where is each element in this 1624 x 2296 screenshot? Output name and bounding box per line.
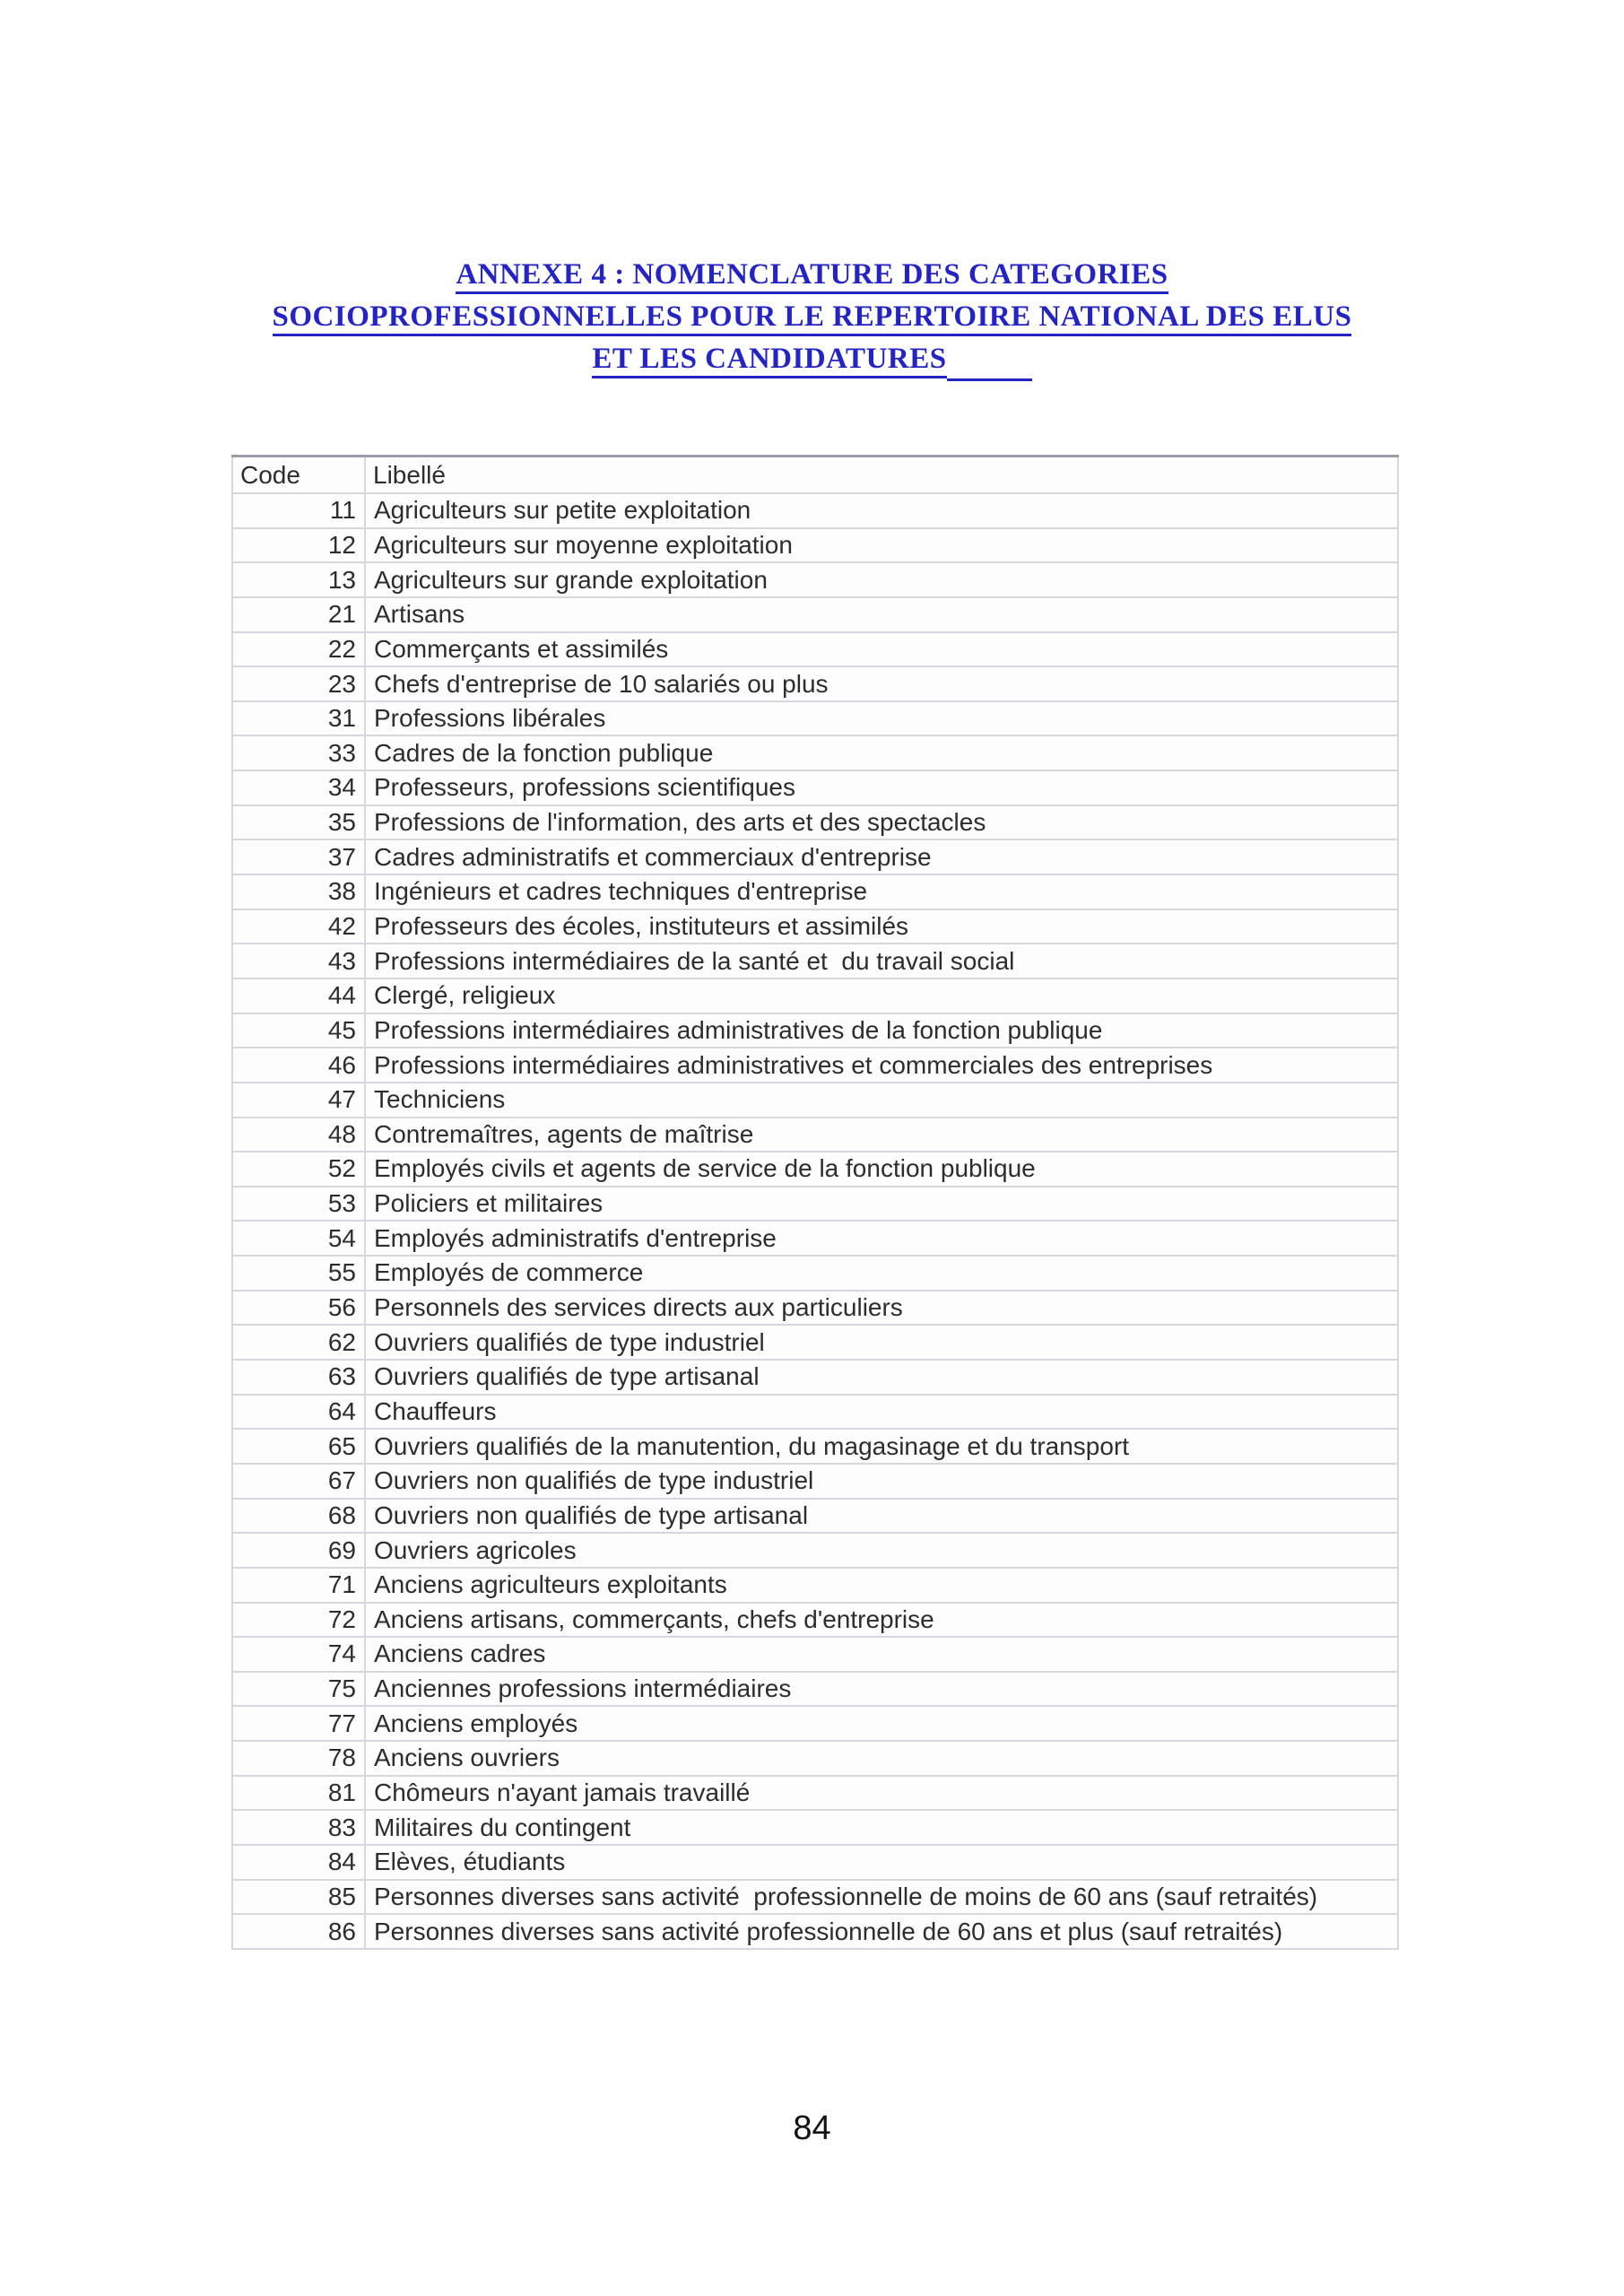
code-cell: 56 [232, 1291, 365, 1326]
libelle-cell: Personnes diverses sans activité professionnelle de moins de 60 ans (sauf retraités) [365, 1880, 1398, 1915]
title-underline-extension [947, 349, 1032, 381]
libelle-cell: Ouvriers agricoles [365, 1533, 1398, 1568]
annexe-title-line-2 [0, 296, 1624, 338]
page-number: 84 [793, 2109, 831, 2147]
table-row [232, 1048, 1398, 1083]
libelle-cell: Ouvriers qualifiés de type artisanal [365, 1360, 1398, 1395]
table-row [232, 1429, 1398, 1464]
table-row [232, 1360, 1398, 1395]
table-row [232, 666, 1398, 701]
table-row [232, 528, 1398, 563]
annexe-title-line-3 [0, 338, 1624, 381]
table-body [232, 493, 1398, 1949]
libelle-cell: Anciens employés [365, 1706, 1398, 1741]
code-cell: 23 [232, 666, 365, 701]
code-cell: 54 [232, 1221, 365, 1256]
table-row [232, 1291, 1398, 1326]
table-row [232, 1672, 1398, 1707]
table-row [232, 1464, 1398, 1499]
code-cell: 75 [232, 1672, 365, 1707]
table-row [232, 1914, 1398, 1949]
table-row [232, 944, 1398, 978]
code-cell: 12 [232, 528, 365, 563]
table-row [232, 978, 1398, 1013]
table-row [232, 1603, 1398, 1638]
libelle-cell: Ouvriers non qualifiés de type artisanal [365, 1499, 1398, 1534]
code-cell: 81 [232, 1776, 365, 1811]
table-row [232, 1395, 1398, 1430]
table-row [232, 839, 1398, 874]
libelle-cell: Professions intermédiaires administratives de la fonction publique [365, 1013, 1398, 1048]
libelle-cell: Artisans [365, 597, 1398, 632]
code-cell: 37 [232, 839, 365, 874]
libelle-cell: Cadres de la fonction publique [365, 735, 1398, 770]
code-cell: 35 [232, 805, 365, 840]
code-cell: 77 [232, 1706, 365, 1741]
table-row [232, 1706, 1398, 1741]
libelle-cell: Ouvriers qualifiés de la manutention, du magasinage et du transport [365, 1429, 1398, 1464]
code-cell: 65 [232, 1429, 365, 1464]
table-row [232, 1845, 1398, 1880]
table-header [232, 457, 1398, 494]
table-row [232, 1810, 1398, 1845]
code-cell: 62 [232, 1325, 365, 1360]
libelle-cell: Anciens ouvriers [365, 1741, 1398, 1776]
code-cell: 85 [232, 1880, 365, 1915]
table-row [232, 770, 1398, 805]
table-row [232, 1325, 1398, 1360]
libelle-cell: Ingénieurs et cadres techniques d'entreprise [365, 874, 1398, 909]
code-cell: 68 [232, 1499, 365, 1534]
table-row [232, 1776, 1398, 1811]
code-cell: 52 [232, 1152, 365, 1187]
code-cell: 67 [232, 1464, 365, 1499]
table-row [232, 1013, 1398, 1048]
table-row [232, 493, 1398, 528]
libelle-cell: Agriculteurs sur petite exploitation [365, 493, 1398, 528]
libelle-cell: Professions libérales [365, 701, 1398, 736]
table-row [232, 632, 1398, 667]
code-cell: 43 [232, 944, 365, 978]
libelle-cell: Professions intermédiaires administratives et commerciales des entreprises [365, 1048, 1398, 1083]
code-cell: 11 [232, 493, 365, 528]
libelle-cell: Militaires du contingent [365, 1810, 1398, 1845]
libelle-cell: Anciens cadres [365, 1637, 1398, 1672]
code-cell: 72 [232, 1603, 365, 1638]
column-header-libelle: Libellé [365, 457, 1398, 494]
code-cell: 33 [232, 735, 365, 770]
code-cell: 13 [232, 562, 365, 597]
annexe-title-line-1 [0, 254, 1624, 296]
libelle-cell: Commerçants et assimilés [365, 632, 1398, 667]
libelle-cell: Clergé, religieux [365, 978, 1398, 1013]
libelle-cell: Cadres administratifs et commerciaux d'entreprise [365, 839, 1398, 874]
annexe-title [0, 254, 1624, 381]
code-cell: 78 [232, 1741, 365, 1776]
code-cell: 63 [232, 1360, 365, 1395]
table-row [232, 1499, 1398, 1534]
libelle-cell: Elèves, étudiants [365, 1845, 1398, 1880]
libelle-cell: Anciens agriculteurs exploitants [365, 1568, 1398, 1603]
code-cell: 31 [232, 701, 365, 736]
code-cell: 34 [232, 770, 365, 805]
libelle-cell: Anciens artisans, commerçants, chefs d'entreprise [365, 1603, 1398, 1638]
libelle-cell: Employés civils et agents de service de la fonction publique [365, 1152, 1398, 1187]
libelle-cell: Professions de l'information, des arts et des spectacles [365, 805, 1398, 840]
table-row [232, 562, 1398, 597]
table-row [232, 909, 1398, 944]
table-row [232, 1568, 1398, 1603]
categories-table [231, 455, 1399, 1950]
libelle-cell: Chefs d'entreprise de 10 salariés ou plus [365, 666, 1398, 701]
header-row [232, 457, 1398, 494]
code-cell: 69 [232, 1533, 365, 1568]
table-row [232, 701, 1398, 736]
code-cell: 47 [232, 1083, 365, 1118]
code-cell: 74 [232, 1637, 365, 1672]
libelle-cell: Policiers et militaires [365, 1187, 1398, 1222]
code-cell: 48 [232, 1118, 365, 1152]
table-row [232, 874, 1398, 909]
table-row [232, 1741, 1398, 1776]
table-row [232, 1118, 1398, 1152]
table-row [232, 805, 1398, 840]
table-row [232, 1187, 1398, 1222]
libelle-cell: Personnels des services directs aux particuliers [365, 1291, 1398, 1326]
table-row [232, 597, 1398, 632]
libelle-cell: Agriculteurs sur grande exploitation [365, 562, 1398, 597]
libelle-cell: Professeurs des écoles, instituteurs et assimilés [365, 909, 1398, 944]
libelle-cell: Ouvriers non qualifiés de type industriel [365, 1464, 1398, 1499]
code-cell: 38 [232, 874, 365, 909]
libelle-cell: Professions intermédiaires de la santé et du travail social [365, 944, 1398, 978]
annexe-title-line-2-text: SOCIOPROFESSIONNELLES POUR LE REPERTOIRE NATIONAL DES ELUS [273, 300, 1352, 336]
code-cell: 71 [232, 1568, 365, 1603]
libelle-cell: Techniciens [365, 1083, 1398, 1118]
libelle-cell: Agriculteurs sur moyenne exploitation [365, 528, 1398, 563]
code-cell: 84 [232, 1845, 365, 1880]
code-cell: 53 [232, 1187, 365, 1222]
libelle-cell: Professeurs, professions scientifiques [365, 770, 1398, 805]
code-cell: 44 [232, 978, 365, 1013]
libelle-cell: Contremaîtres, agents de maîtrise [365, 1118, 1398, 1152]
code-cell: 46 [232, 1048, 365, 1083]
annexe-title-line-3-text: ET LES CANDIDATURES [592, 343, 946, 378]
libelle-cell: Anciennes professions intermédiaires [365, 1672, 1398, 1707]
libelle-cell: Employés administratifs d'entreprise [365, 1221, 1398, 1256]
table-row [232, 1083, 1398, 1118]
libelle-cell: Chauffeurs [365, 1395, 1398, 1430]
code-cell: 64 [232, 1395, 365, 1430]
table-row [232, 1152, 1398, 1187]
code-cell: 22 [232, 632, 365, 667]
libelle-cell: Chômeurs n'ayant jamais travaillé [365, 1776, 1398, 1811]
table-row [232, 735, 1398, 770]
table-row [232, 1533, 1398, 1568]
table-row [232, 1221, 1398, 1256]
annexe-title-line-1-text: ANNEXE 4 : NOMENCLATURE DES CATEGORIES [456, 258, 1168, 294]
table-row [232, 1256, 1398, 1291]
code-cell: 86 [232, 1914, 365, 1949]
column-header-code: Code [232, 457, 365, 494]
code-cell: 83 [232, 1810, 365, 1845]
code-cell: 21 [232, 597, 365, 632]
libelle-cell: Employés de commerce [365, 1256, 1398, 1291]
code-cell: 42 [232, 909, 365, 944]
table-row [232, 1637, 1398, 1672]
libelle-cell: Personnes diverses sans activité professionnelle de 60 ans et plus (sauf retraités) [365, 1914, 1398, 1949]
libelle-cell: Ouvriers qualifiés de type industriel [365, 1325, 1398, 1360]
table-row [232, 1880, 1398, 1915]
code-cell: 55 [232, 1256, 365, 1291]
code-cell: 45 [232, 1013, 365, 1048]
